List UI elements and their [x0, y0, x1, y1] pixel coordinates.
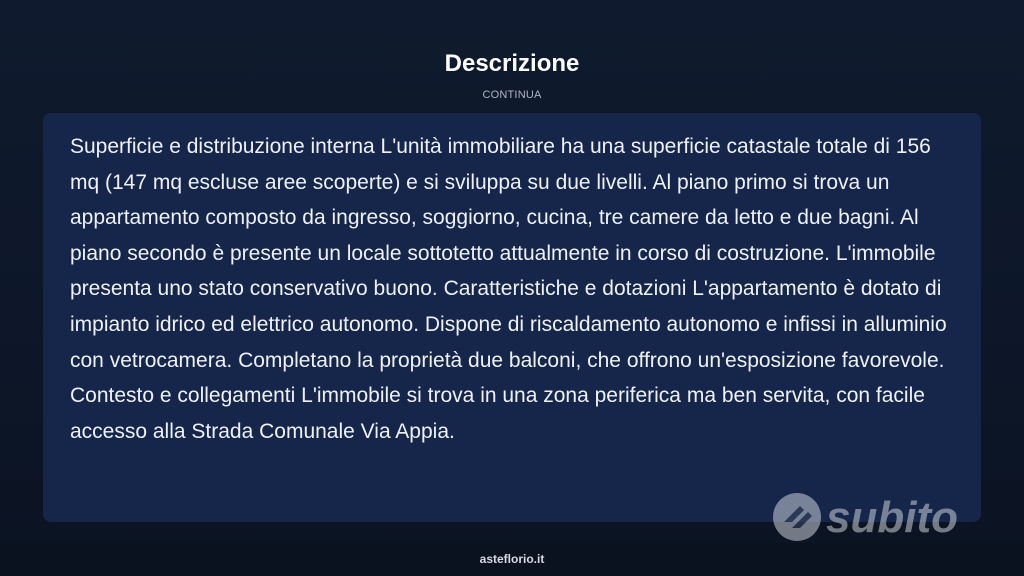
continua-link[interactable]: CONTINUA — [482, 89, 542, 101]
subito-watermark — [770, 486, 980, 548]
description-text: Superficie e distribuzione interna L'unità immobiliare ha una superficie catastale totale di 156 mq (147 mq escluse aree scoperte) e si sviluppa su due livelli. Al piano primo si trova un appartamento composto da ingresso, soggiorno, cucina, tre camere da letto e due bagni. Al piano secondo è presente un locale sottotetto attualmente in corso di costruzione. L'immobile presenta uno stato conservativo buono. Caratteristiche e dotazioni L'appartamento è dotato di impianto idrico ed elettrico autonomo. Dispone di riscaldamento autonomo e infissi in alluminio con vetrocamera. Completano la proprietà due balconi, che offrono un'esposizione favorevole. Contesto e collegamenti L'immobile si trova in una zona periferica ma ben servita, con facile accesso alla Strada Comunale Via Appia. — [70, 135, 947, 443]
footer-site[interactable]: asteflorio.it — [479, 552, 545, 566]
watermark-text: subito — [826, 493, 958, 542]
description-card — [43, 113, 981, 522]
subito-logo-icon — [770, 486, 980, 548]
page-title: Descrizione — [444, 50, 580, 77]
